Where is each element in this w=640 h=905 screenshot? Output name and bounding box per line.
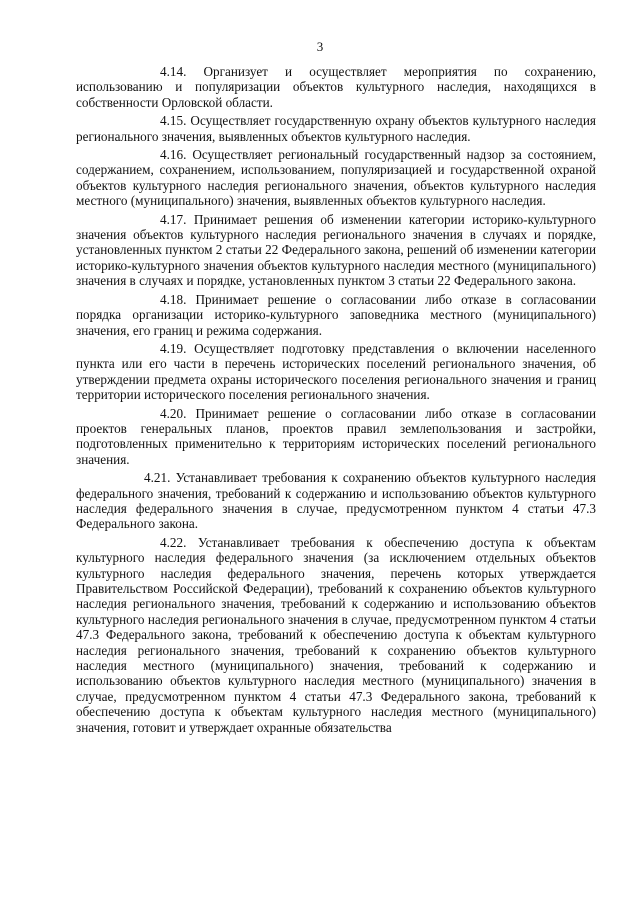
document-body [76, 64, 596, 738]
paragraph-number: 4.15. [160, 113, 187, 129]
paragraph-4-14 [76, 64, 596, 110]
paragraph-number: 4.22. [160, 534, 187, 550]
page-number: 3 [316, 39, 324, 54]
paragraph-number: 4.17. [160, 211, 187, 227]
paragraph-text: Устанавливает требования к обеспечению доступа к объектам культурного наследия федерального значения (за исключением отдельных объектов культурного наследия федерального значения, перечень которых утверждается Правительством Российской Федерации), требований к сохранению объектов культурного наследия регионального значения, требований к содержанию и использованию объектов культурного наследия регионального значения в случае, предусмотренном пунктом 4 статьи 47.3 Федерального закона, требований к обеспечению доступа к объектам культурного наследия регионального значения, требований к сохранению объектов культурного наследия местного (муниципального) значения, требований к содержанию и использованию объектов культурного наследия местного (муниципального) значения в случае, предусмотренном пунктом 4 статьи 47.3 Федерального закона, требований к обеспечению доступа к объектам культурного наследия местного (муниципального) значения, готовит и утверждает охранные обязательства [76, 534, 596, 735]
paragraph-text: Устанавливает требования к сохранению объектов культурного наследия федерального значения, требований к содержанию и использованию объектов культурного наследия федерального значения в случае, предусмотренном пунктом 4 статьи 47.3 Федерального закона. [76, 470, 597, 532]
paragraph-text: Осуществляет подготовку представления о включении населенного пункта или его части в перечень исторических поселений регионального значения, об утверждении предмета охраны исторического поселения регионального значения и границ территории исторического поселения регионального значения. [76, 340, 596, 403]
paragraph-text: Осуществляет региональный государственный надзор за состоянием, содержанием, сохранением, использованием, популяризацией и государственной охраной объектов культурного наследия регионального значения, объектов культурного наследия местного (муниципального) значения, выявленных объектов культурного наследия. [76, 147, 596, 209]
paragraph-number: 4.16. [160, 147, 187, 163]
paragraph-number: 4.21. [144, 470, 171, 486]
paragraph-number: 4.20. [160, 405, 187, 421]
paragraph-text: Организует и осуществляет мероприятия по сохранению, использованию и популяризации объектов культурного наследия, находящихся в собственности Орловской области. [76, 64, 597, 110]
paragraph-4-20 [76, 406, 596, 468]
paragraph-number: 4.18. [160, 291, 187, 307]
paragraph-4-19 [76, 341, 596, 403]
paragraph-4-15 [76, 113, 596, 144]
paragraph-text: Принимает решение о согласовании либо отказе в согласовании проектов генеральных планов, проектов правил землепользования и застройки, подготовленных применительно к территориям исторических поселений регионального значения. [76, 405, 597, 467]
paragraph-4-22 [76, 535, 596, 735]
paragraph-text: Принимает решения об изменении категории историко-культурного значения объектов культурного наследия регионального значения в случаях и порядке, установленных пунктом 2 статьи 22 Федерального закона, решений об изменении категории историко-культурного значения объектов культурного наследия местного (муниципального) значения в случаях и порядке, установленных пунктом 3 статьи 22 Федерального закона. [76, 211, 596, 289]
paragraph-4-18 [76, 292, 596, 338]
paragraph-4-16 [76, 147, 596, 209]
paragraph-text: Осуществляет государственную охрану объектов культурного наследия регионального значения, выявленных объектов культурного наследия. [76, 113, 596, 144]
paragraph-4-21 [76, 470, 596, 532]
paragraph-text: Принимает решение о согласовании либо отказе в согласовании порядка организации историко-культурного заповедника местного (муниципального) значения, его границ и режима содержания. [76, 291, 597, 338]
paragraph-number: 4.19. [160, 340, 187, 356]
paragraph-number: 4.14. [160, 64, 187, 79]
paragraph-4-17 [76, 212, 596, 289]
